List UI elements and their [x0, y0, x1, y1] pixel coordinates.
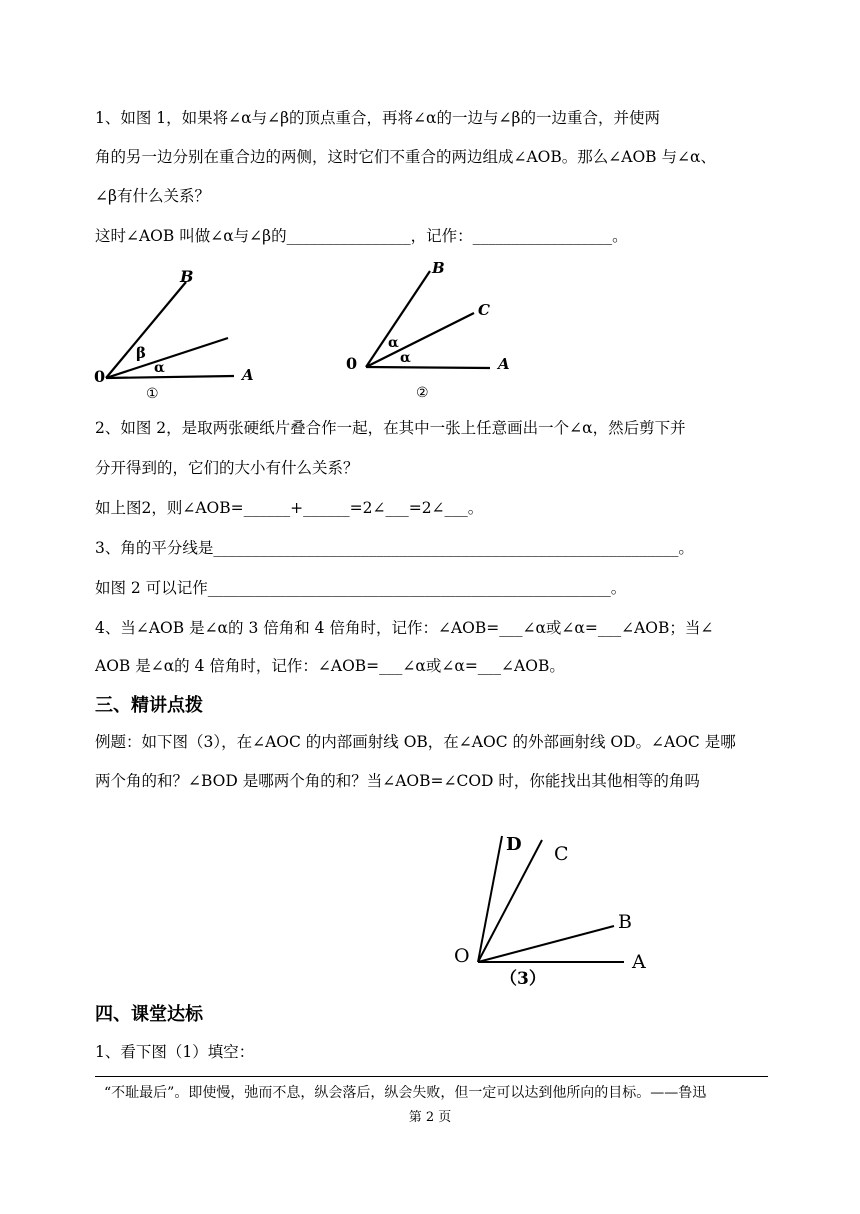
q3-line-1: 3、角的平分线是____________________________________________________________。 — [95, 539, 694, 557]
q4-line-2: AOB 是∠α的 4 倍角时，记作：∠AOB=___∠α或∠α=___∠AOB。 — [95, 657, 565, 675]
fig1-label-alpha: α — [154, 360, 165, 376]
figure-2 — [340, 255, 530, 403]
fig2-label-b: B — [432, 259, 445, 277]
fig3-number: （3） — [500, 969, 546, 989]
q3-line-2: 如图 2 可以记作____________________________________________________。 — [95, 579, 627, 597]
figure-1 — [88, 262, 278, 402]
q4-line-1: 4、当∠AOB 是∠α的 3 倍角和 4 倍角时，记作：∠AOB=___∠α或∠α=___∠AOB；当∠ — [95, 619, 714, 637]
fig3-ray-ob — [478, 926, 614, 962]
footer-divider — [95, 1076, 768, 1077]
fig1-ray-oa — [106, 376, 234, 378]
fig3-label-o: O — [454, 945, 470, 967]
fig2-label-o: 0 — [346, 354, 358, 373]
fig2-label-a: A — [498, 355, 510, 373]
fig1-number: ① — [146, 386, 159, 402]
section-3-line-1: 例题：如下图（3），在∠AOC 的内部画射线 OB，在∠AOC 的外部画射线 OD。∠AOC 是哪 — [95, 733, 736, 751]
fig3-label-b: B — [618, 911, 632, 933]
fig2-ray-oc — [366, 313, 474, 367]
fig3-ray-oc — [478, 840, 542, 962]
fig3-ray-od — [478, 836, 502, 962]
q1-line-2: 角的另一边分别在重合边的两侧，这时它们不重合的两边组成∠AOB。那么∠AOB 与∠α、 — [95, 148, 716, 166]
section-4-line-1: 1、看下图（1）填空： — [95, 1043, 255, 1061]
fig2-ray-ob — [366, 271, 430, 367]
fig2-label-c: C — [478, 301, 490, 319]
q1-line-3: ∠β有什么关系？ — [95, 187, 210, 205]
q1-line-1: 1、如图 1，如果将∠α与∠β的顶点重合，再将∠α的一边与∠β的一边重合，并使两 — [95, 109, 660, 127]
page-number: 第 2 页 — [408, 1110, 452, 1125]
fig3-label-a: A — [632, 951, 646, 973]
fig1-label-b: B — [180, 267, 194, 286]
fig1-label-beta: β — [136, 344, 146, 362]
fig2-label-alpha-bottom: α — [400, 350, 411, 366]
fig1-ray-middle — [106, 338, 228, 378]
fig2-number: ② — [416, 385, 429, 401]
figure-3 — [446, 828, 666, 994]
section-3-line-2: 两个角的和？∠BOD 是哪两个角的和？当∠AOB=∠COD 时，你能找出其他相等的角吗 — [95, 772, 700, 790]
fig3-label-d: D — [506, 834, 522, 855]
q1-line-4: 这时∠AOB 叫做∠α与∠β的________________，记作：__________________。 — [95, 227, 628, 245]
fig1-label-o: 0 — [94, 367, 106, 386]
fig2-ray-oa — [366, 367, 490, 368]
fig3-label-c: C — [554, 843, 569, 865]
fig1-ray-ob — [106, 282, 186, 378]
footer-quote: “不耻最后”。即使慢，弛而不息，纵会落后，纵会失败，但一定可以达到他所向的目标。——鲁迅 — [104, 1085, 707, 1101]
fig1-label-a: A — [242, 366, 254, 384]
section-3-title: 三、精讲点拨 — [95, 695, 203, 716]
q2-line-3: 如上图2，则∠AOB=______+______=2∠___=2∠___。 — [95, 499, 484, 517]
q2-line-1: 2、如图 2，是取两张硬纸片叠合作一起，在其中一张上任意画出一个∠α，然后剪下并 — [95, 419, 686, 437]
fig2-label-alpha-top: α — [388, 335, 399, 351]
section-4-title: 四、课堂达标 — [95, 1004, 203, 1025]
q2-line-2: 分开得到的，它们的大小有什么关系？ — [95, 459, 359, 477]
